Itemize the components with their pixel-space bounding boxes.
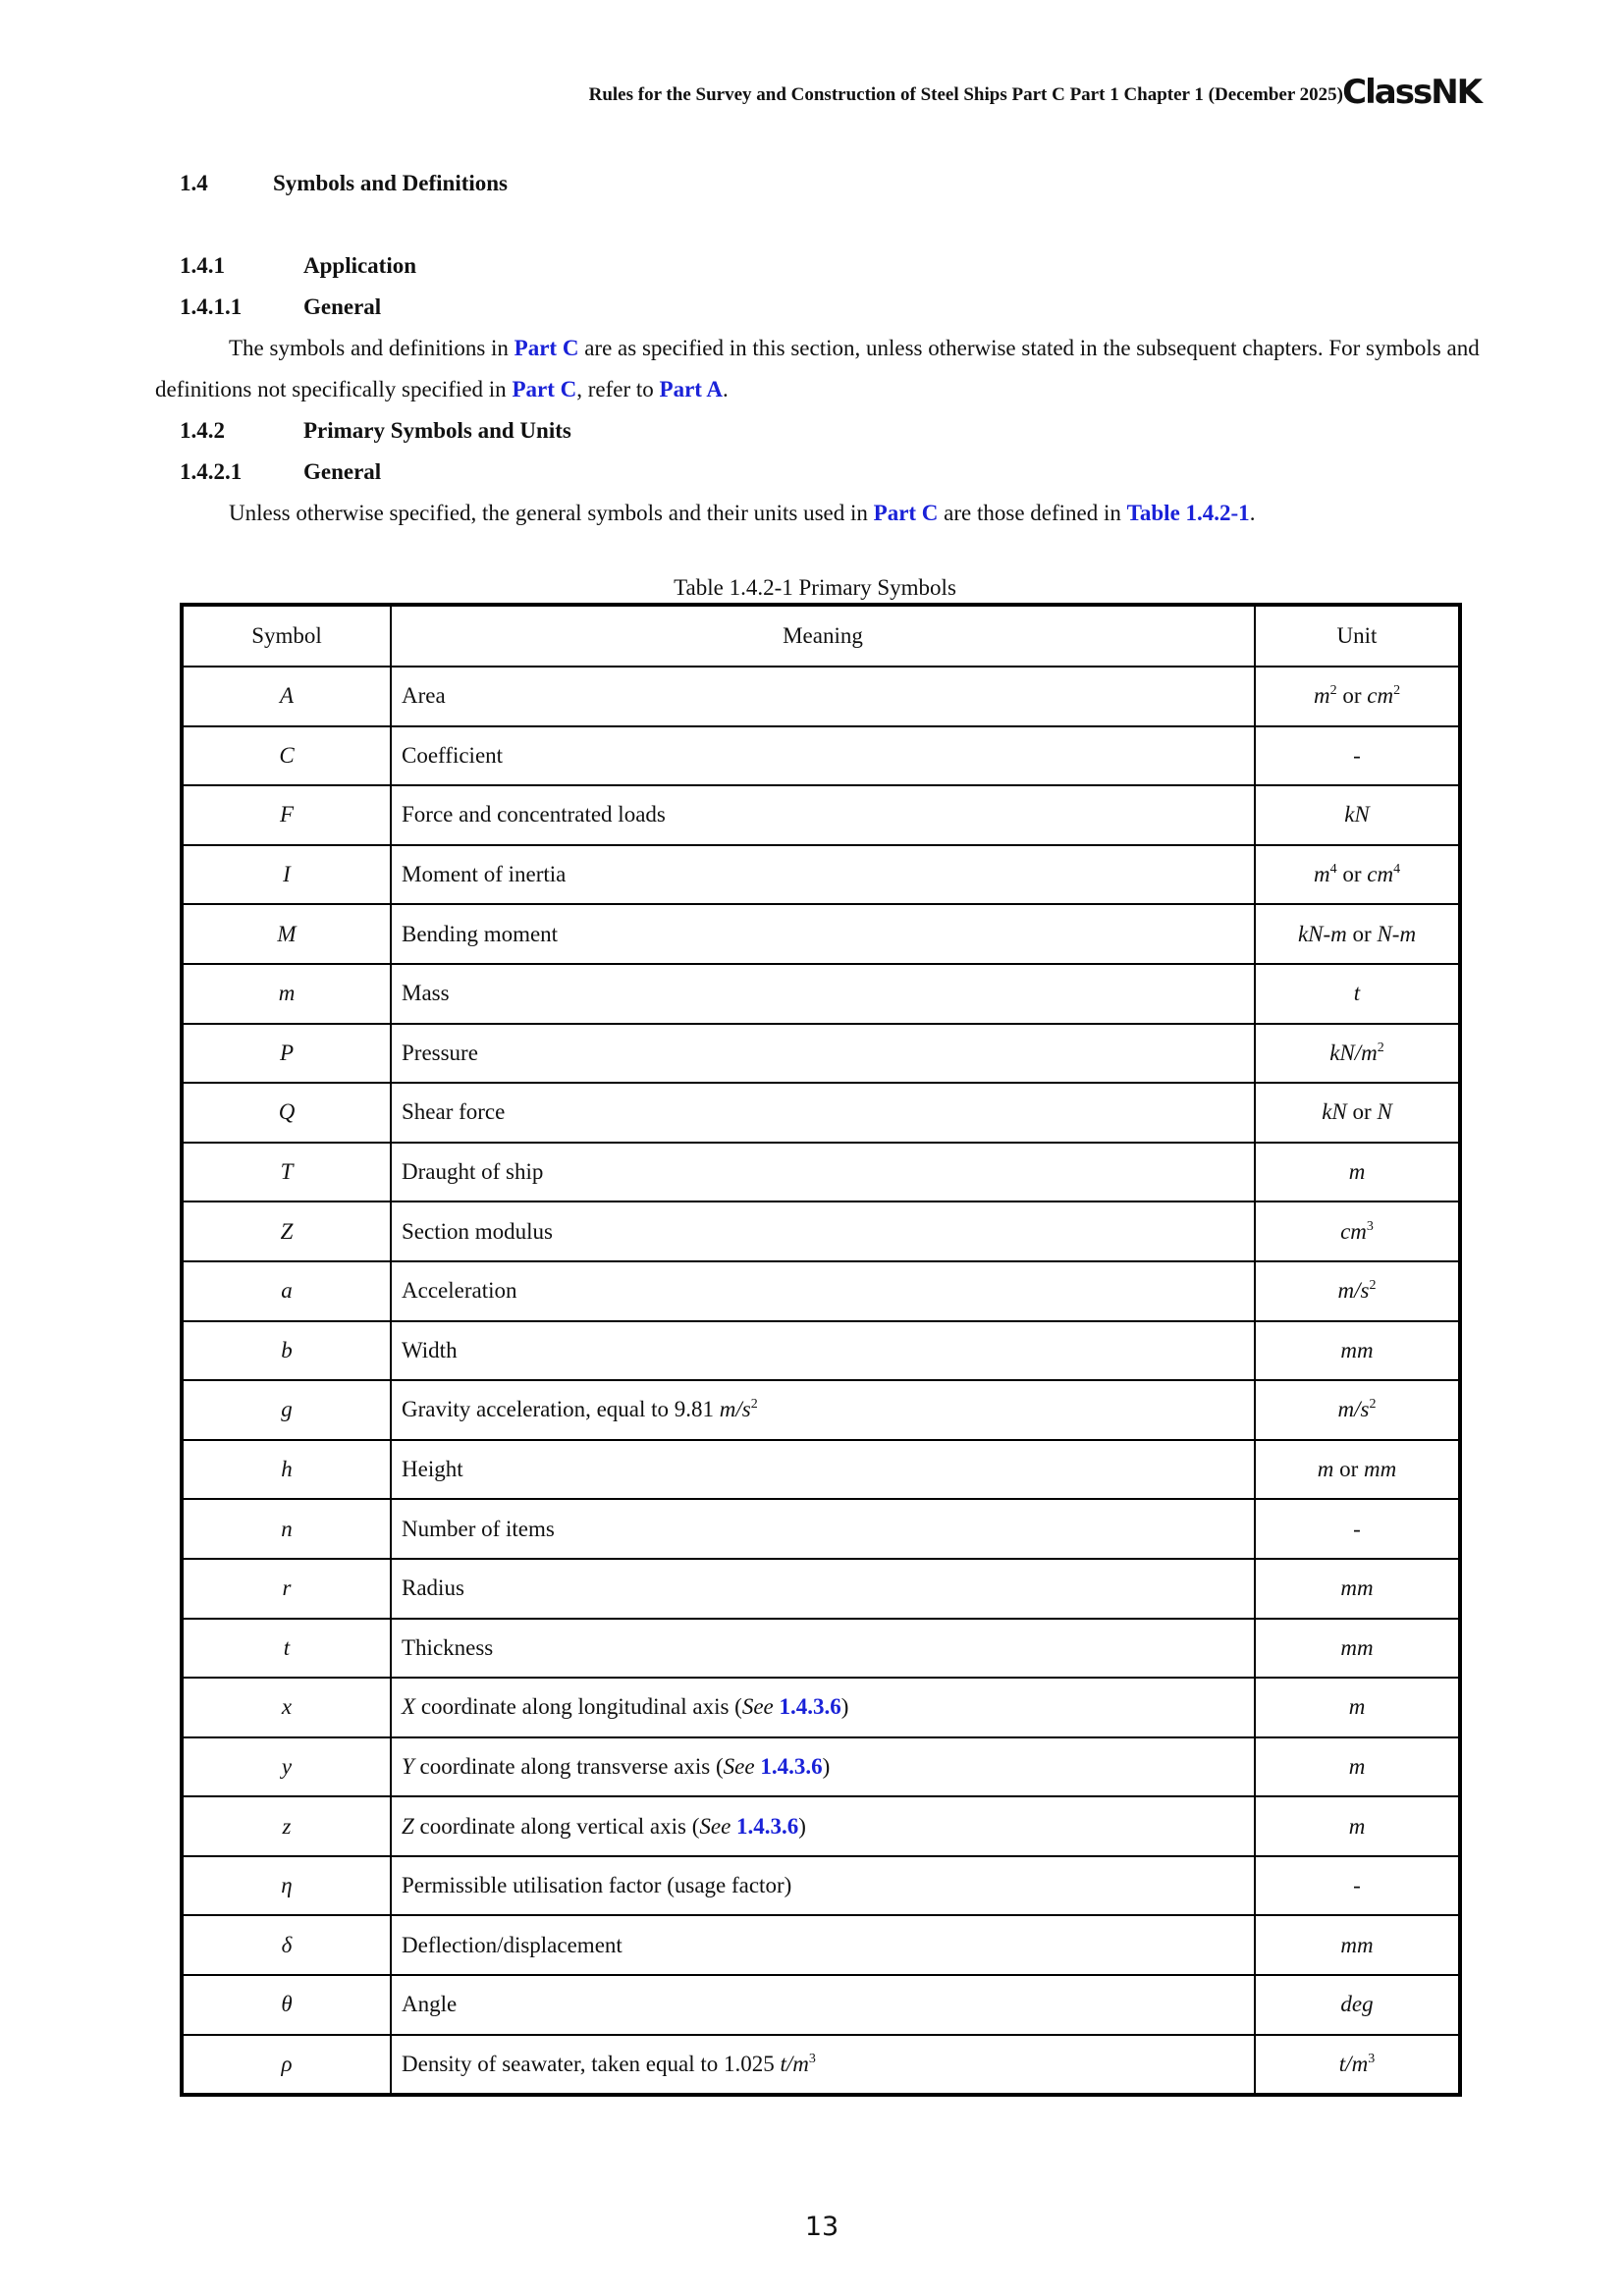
table-row [182,667,1460,726]
italic-text: mm [1340,1337,1374,1362]
meaning-cell: Acceleration [391,1261,1255,1321]
superscript: 3 [1366,1218,1374,1234]
superscript: 2 [1369,1278,1377,1294]
section-number: 1.4.2.1 [180,459,243,484]
table-row [182,1737,1460,1797]
part-a-link[interactable]: Part A [659,377,724,401]
unit-cell [1255,726,1460,786]
italic-text: N [1377,1099,1392,1125]
italic-text: See [723,1753,755,1779]
meaning-cell: Bending moment [391,904,1255,964]
section-number: 1.4.2 [180,418,225,443]
table-row [182,1915,1460,1975]
symbol-cell: C [182,726,391,786]
section-reference-link[interactable]: 1.4.3.6 [736,1813,799,1839]
italic-text: m [1317,1457,1334,1482]
text-run: ) [798,1813,806,1839]
unit-cell [1255,1796,1460,1856]
section-heading-1-4-2-1 [180,459,382,485]
superscript: 2 [750,1397,758,1413]
primary-symbols-table [180,603,1462,2097]
section-heading-1-4-1 [180,253,417,279]
italic-text: m [1348,1694,1366,1720]
table-row [182,845,1460,905]
italic-text: kN/m [1329,1040,1378,1065]
table-caption: Table 1.4.2-1 Primary Symbols [674,575,956,600]
symbol-cell: x [182,1678,391,1737]
text-run: - [1353,742,1361,768]
symbol-cell: T [182,1143,391,1202]
meaning-cell: Mass [391,964,1255,1024]
symbol-cell: ρ [182,2035,391,2096]
superscript: 2 [1329,683,1337,699]
symbol-cell: n [182,1499,391,1559]
meaning-cell [391,1678,1255,1737]
symbol-cell: t [182,1619,391,1679]
table-body [182,667,1460,2095]
meaning-cell: Number of items [391,1499,1255,1559]
symbol-cell: m [182,964,391,1024]
italic-text: cm [1340,1218,1367,1244]
unit-cell [1255,1261,1460,1321]
unit-cell [1255,1380,1460,1440]
meaning-cell: Angle [391,1975,1255,2035]
table-row [182,964,1460,1024]
symbol-cell: M [182,904,391,964]
unit-cell [1255,1856,1460,1916]
table-row [182,1201,1460,1261]
meaning-cell: Thickness [391,1619,1255,1679]
table-row [182,1619,1460,1679]
meaning-cell: Permissible utilisation factor (usage factor) [391,1856,1255,1916]
section-number: 1.4.1.1 [180,294,243,319]
general-paragraph: Unless otherwise specified, the general symbols and their units used in Part C are those defined in Table 1.4.2-1. [229,501,1256,525]
italic-text: N-m [1377,921,1417,946]
table-row [182,1380,1460,1440]
application-paragraph: The symbols and definitions in Part C are as specified in this section, unless otherwise stated in the subsequent chapters. For symbols and definitions not specifically specified in Part C, refer to Part A. [155,336,1480,401]
symbol-cell: b [182,1321,391,1381]
table-row [182,1321,1460,1381]
table-row [182,2035,1460,2096]
text-run: Density of seawater, taken equal to 1.025 [402,2051,781,2076]
symbol-cell: z [182,1796,391,1856]
unit-cell [1255,1440,1460,1500]
table-row [182,1856,1460,1916]
text-run: - [1353,1516,1361,1541]
symbol-column-header: Symbol [182,605,391,667]
text-run: or [1346,921,1378,946]
table-row [182,904,1460,964]
part-c-link[interactable]: Part C [514,336,579,360]
meaning-cell: Area [391,667,1255,726]
document-title: Rules for the Survey and Construction of Steel Ships Part C Part 1 Chapter 1 (December 2025) [588,84,1343,105]
text-run: or [1346,1099,1378,1125]
section-number: 1.4 [180,171,208,195]
text-run: or [1336,683,1368,709]
superscript: 3 [808,2051,816,2066]
symbol-cell: y [182,1737,391,1797]
table-row [182,1083,1460,1143]
section-heading-1-4-2 [180,418,571,444]
italic-text: mm [1340,1932,1374,1957]
text-run: or [1333,1457,1365,1482]
symbol-cell: r [182,1559,391,1619]
section-reference-link[interactable]: 1.4.3.6 [760,1753,823,1779]
part-c-link[interactable]: Part C [873,501,939,525]
section-title: Primary Symbols and Units [303,418,571,443]
meaning-cell: Pressure [391,1024,1255,1084]
text-run: coordinate along vertical axis ( [413,1813,700,1839]
text-run: Gravity acceleration, equal to 9.81 [402,1397,720,1422]
italic-text: cm [1367,862,1394,887]
unit-cell [1255,1201,1460,1261]
symbol-cell: a [182,1261,391,1321]
italic-text: X [402,1694,416,1720]
section-number: 1.4.1 [180,253,225,278]
symbol-cell: P [182,1024,391,1084]
italic-text: kN [1322,1099,1347,1125]
text-run: ) [840,1694,849,1720]
italic-text: mm [1340,1575,1374,1601]
unit-cell [1255,1083,1460,1143]
superscript: 2 [1393,683,1401,699]
table-row [182,1796,1460,1856]
table-row [182,1261,1460,1321]
table-row [182,1143,1460,1202]
unit-cell [1255,845,1460,905]
symbol-cell: I [182,845,391,905]
unit-cell [1255,1915,1460,1975]
section-title: Application [303,253,417,278]
meaning-column-header: Meaning [391,605,1255,667]
unit-cell [1255,1143,1460,1202]
section-heading-1-4-1-1 [180,294,382,320]
italic-text: kN [1344,802,1370,828]
section-title: General [303,294,382,319]
superscript: 2 [1377,1040,1384,1055]
unit-cell [1255,1619,1460,1679]
unit-cell [1255,1559,1460,1619]
table-row [182,726,1460,786]
table-row [182,1975,1460,2035]
italic-text: mm [1340,1634,1374,1660]
unit-column-header: Unit [1255,605,1460,667]
italic-text: mm [1364,1457,1397,1482]
symbol-cell: η [182,1856,391,1916]
unit-cell [1255,1024,1460,1084]
table-row [182,1024,1460,1084]
italic-text: Z [402,1813,414,1839]
symbol-cell: Q [182,1083,391,1143]
superscript: 4 [1329,862,1337,878]
section-title: Symbols and Definitions [273,171,509,195]
meaning-cell: Deflection/displacement [391,1915,1255,1975]
superscript: 2 [1369,1397,1377,1413]
meaning-cell [391,1380,1255,1440]
italic-text: t/m [1338,2051,1369,2076]
italic-text: m [1348,1813,1366,1839]
table-row [182,785,1460,845]
unit-cell [1255,785,1460,845]
symbol-cell: F [182,785,391,845]
symbol-cell: δ [182,1915,391,1975]
page-number: 13 [804,2212,839,2242]
unit-cell [1255,964,1460,1024]
symbol-cell: Z [182,1201,391,1261]
superscript: 4 [1393,862,1401,878]
symbol-cell: h [182,1440,391,1500]
italic-text: t/m [780,2051,809,2076]
italic-text: deg [1340,1992,1374,2017]
unit-cell [1255,1321,1460,1381]
unit-cell [1255,904,1460,964]
italic-text: kN-m [1297,921,1347,946]
table-header-row [182,605,1460,667]
table-row [182,1440,1460,1500]
section-reference-link[interactable]: 1.4.3.6 [779,1694,841,1720]
italic-text: m/s [1337,1278,1370,1304]
meaning-cell: Shear force [391,1083,1255,1143]
unit-cell [1255,1737,1460,1797]
meaning-cell: Force and concentrated loads [391,785,1255,845]
meaning-cell: Draught of ship [391,1143,1255,1202]
text-run: or [1336,862,1368,887]
classnk-logo: ClassNK [1342,73,1481,112]
italic-text: m/s [1337,1397,1370,1422]
table-row [182,1499,1460,1559]
meaning-cell [391,1796,1255,1856]
italic-text: m [1348,1159,1366,1185]
text-run: coordinate along transverse axis ( [413,1753,724,1779]
part-c-link[interactable]: Part C [512,377,577,401]
symbol-cell: θ [182,1975,391,2035]
section-heading-1-4 [180,171,509,196]
table-row [182,1559,1460,1619]
italic-text: m [1313,862,1330,887]
unit-cell [1255,2035,1460,2096]
unit-cell [1255,1975,1460,2035]
italic-text: Y [402,1753,414,1779]
italic-text: m [1313,683,1330,709]
italic-text: m/s [719,1397,751,1422]
meaning-cell [391,2035,1255,2096]
meaning-cell: Radius [391,1559,1255,1619]
italic-text: See [699,1813,731,1839]
unit-cell [1255,1678,1460,1737]
section-title: General [303,459,382,484]
meaning-cell: Section modulus [391,1201,1255,1261]
unit-cell [1255,667,1460,726]
unit-cell [1255,1499,1460,1559]
meaning-cell: Width [391,1321,1255,1381]
table-reference-link[interactable]: Table 1.4.2-1 [1126,501,1250,525]
italic-text: See [741,1694,774,1720]
italic-text: m [1348,1753,1366,1779]
symbol-cell: g [182,1380,391,1440]
meaning-cell: Coefficient [391,726,1255,786]
meaning-cell [391,1737,1255,1797]
symbol-cell: A [182,667,391,726]
text-run: - [1353,1873,1361,1898]
meaning-cell: Height [391,1440,1255,1500]
text-run: ) [822,1753,831,1779]
superscript: 3 [1368,2051,1376,2066]
meaning-cell: Moment of inertia [391,845,1255,905]
table-row [182,1678,1460,1737]
italic-text: cm [1367,683,1394,709]
text-run: coordinate along longitudinal axis ( [415,1694,742,1720]
italic-text: t [1353,981,1361,1006]
